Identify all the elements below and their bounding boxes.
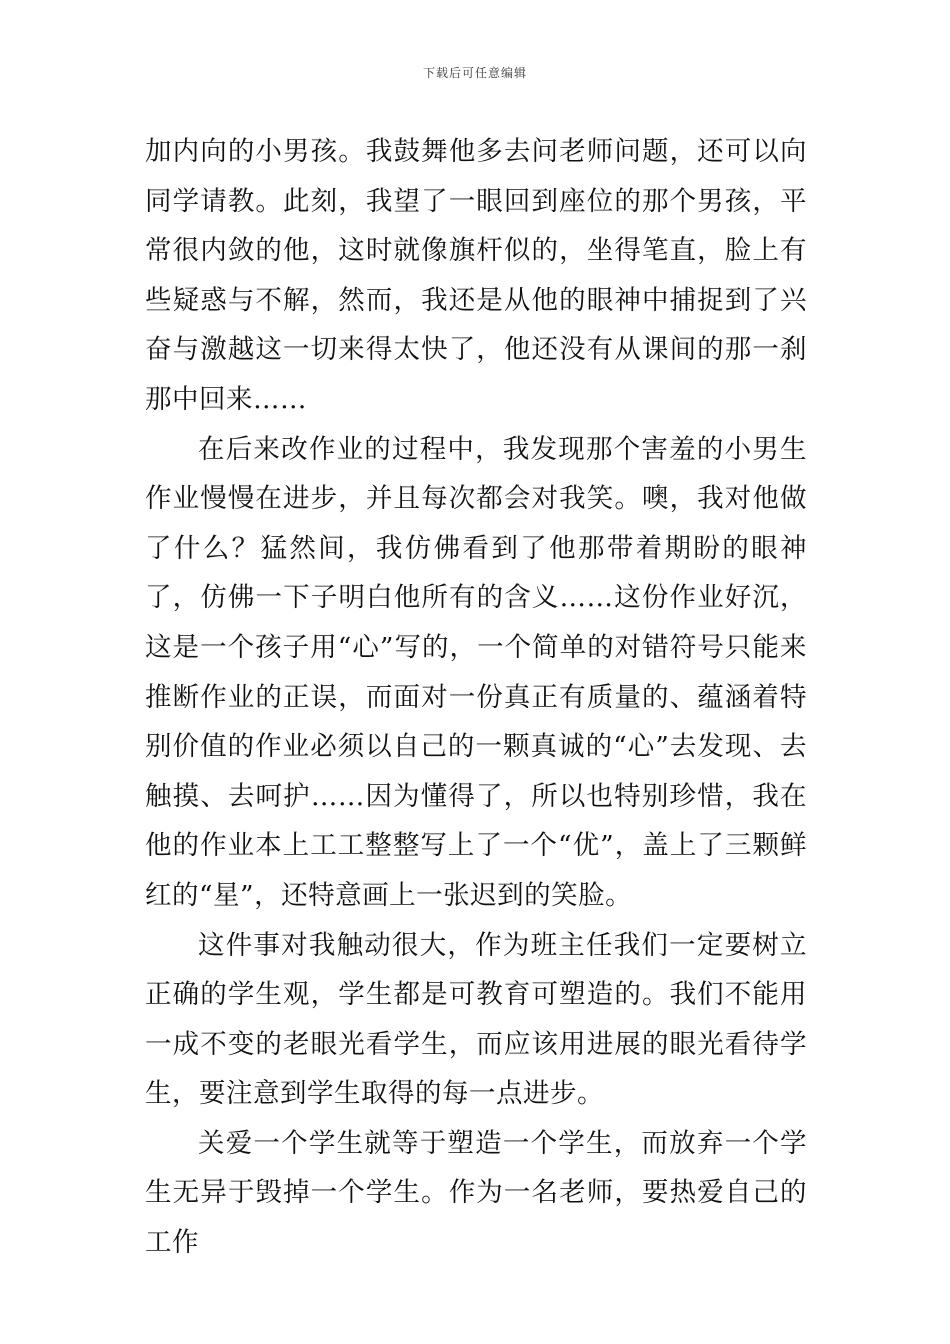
- paragraph-2: 在后来改作业的过程中，我发现那个害羞的小男生作业慢慢在进步，并且每次都会对我笑。噢，我对他做了什么？猛然间，我仿佛看到了他那带着期盼的眼神了，仿佛一下子明白他所有的含义……这份作业好沉，这是一个孩子用“心”写的，一个简单的对错符号只能来推断作业的正误，而面对一份真正有质量的、蕴涵着特别价值的作业必须以自己的一颗真诚的“心”去发现、去触摸、去呵护……因为懂得了，所以也特别珍惜，我在他的作业本上工工整整写上了一个“优”，盖上了三颗鲜红的“星”，还特意画上一张迟到的笑脸。: [145, 433, 807, 911]
- paragraph-1: 加内向的小男孩。我鼓舞他多去问老师问题，还可以向同学请教。此刻，我望了一眼回到座位的那个男孩，平常很内敛的他，这时就像旗杆似的，坐得笔直，脸上有些疑惑与不解，然而，我还是从他的眼神中捕捉到了兴奋与激越这一切来得太快了，他还没有从课间的那一刹那中回来……: [145, 136, 807, 415]
- document-body: [145, 127, 807, 1268]
- paragraph-3: 这件事对我触动很大，作为班主任我们一定要树立正确的学生观，学生都是可教育可塑造的。我们不能用一成不变的老眼光看学生，而应该用进展的眼光看待学生，要注意到学生取得的每一点进步。: [145, 929, 807, 1110]
- paragraph-4: 关爱一个学生就等于塑造一个学生，而放弃一个学生无异于毁掉一个学生。作为一名老师，要热爱自己的工作: [145, 1127, 807, 1259]
- page-header: 下载后可任意编辑: [422, 66, 527, 80]
